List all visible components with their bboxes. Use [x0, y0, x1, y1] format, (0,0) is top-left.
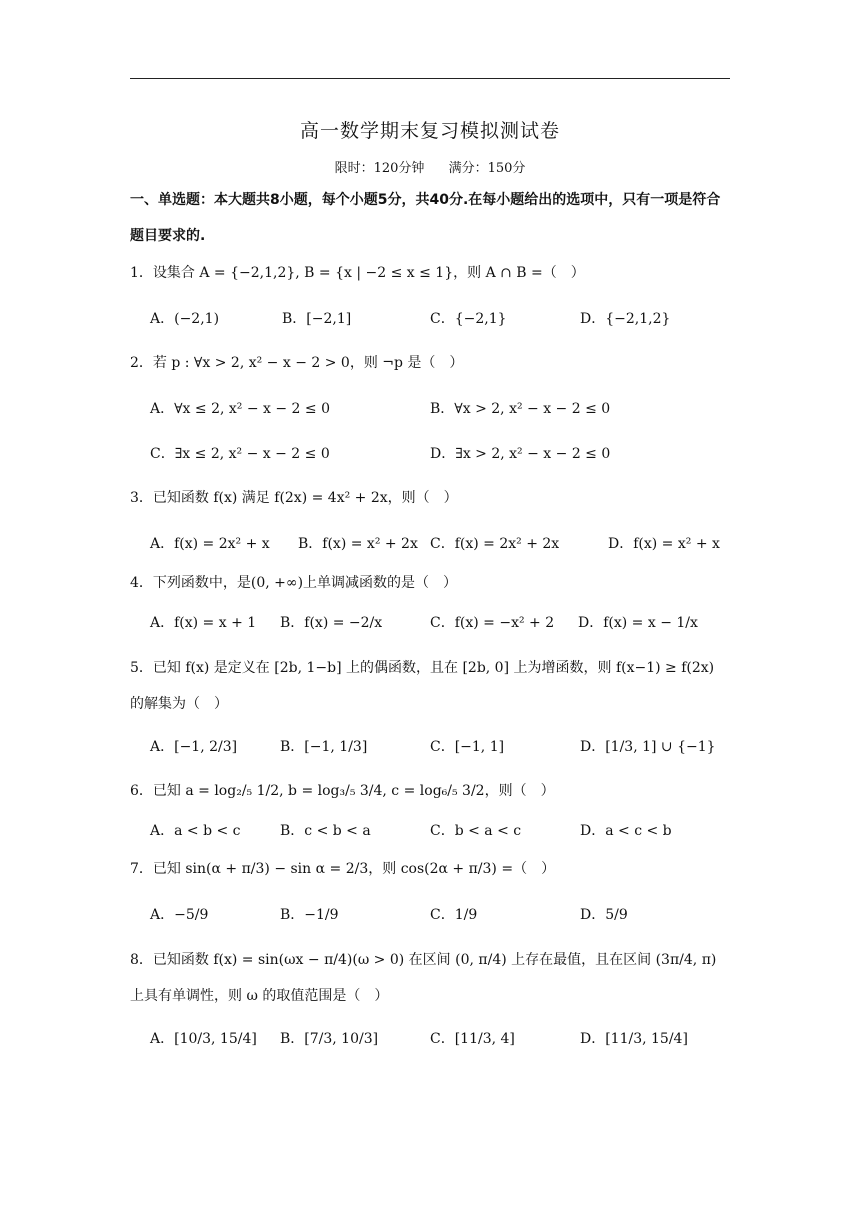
option-c: C．1/9 — [430, 907, 478, 923]
options-q7 — [150, 904, 730, 928]
option-d: D．[11/3, 15/4] — [580, 1031, 688, 1047]
option-d: D．a < c < b — [580, 823, 672, 839]
option-d: D．{−2,1,2} — [580, 311, 671, 327]
option-d: D．f(x) = x² + x — [608, 536, 720, 552]
options-q1 — [150, 308, 730, 332]
options-q4 — [150, 612, 730, 636]
time-limit: 限时：120分钟 — [334, 161, 425, 176]
page-title: 高一数学期末复习模拟测试卷 — [299, 120, 560, 142]
option-a: A．a < b < c — [150, 823, 241, 839]
options-q6 — [150, 820, 730, 844]
option-d: D．∃x > 2, x² − x − 2 ≤ 0 — [430, 446, 611, 462]
option-c: C．[11/3, 4] — [430, 1031, 515, 1047]
option-c: C．f(x) = 2x² + 2x — [430, 536, 560, 552]
options-q5 — [150, 736, 730, 760]
option-a: A．[10/3, 15/4] — [150, 1031, 257, 1047]
option-b: B．c < b < a — [280, 823, 371, 839]
question-5: 5．已知 f(x) 是定义在 [2b, 1−b] 上的偶函数，且在 [2b, 0] 上为增函数，则 f(x−1) ≥ f(2x) 的解集为（ ） — [130, 660, 715, 712]
option-a: A．[−1, 2/3] — [150, 739, 238, 755]
question-6: 6．已知 a = log₂/₅ 1/2, b = log₃/₅ 3/4, c = log₆/₅ 3/2，则（ ） — [130, 783, 555, 799]
option-d: D．[1/3, 1] ∪ {−1} — [580, 739, 716, 755]
options-q2-row1 — [150, 398, 730, 422]
options-q2-row2 — [150, 443, 730, 467]
question-4: 4．下列函数中，是(0, +∞)上单调减函数的是（ ） — [130, 575, 458, 591]
question-7: 7．已知 sin(α + π/3) − sin α = 2/3，则 cos(2α + π/3) =（ ） — [130, 861, 556, 877]
option-a: A．f(x) = x + 1 — [150, 615, 257, 631]
question-1: 1．设集合 A = {−2,1,2}, B = {x | −2 ≤ x ≤ 1}，则 A ∩ B =（ ） — [130, 265, 585, 281]
option-b: B．[7/3, 10/3] — [280, 1031, 379, 1047]
option-b: B．f(x) = −2/x — [280, 615, 383, 631]
options-q8 — [150, 1028, 730, 1052]
option-b: B．[−1, 1/3] — [280, 739, 368, 755]
question-3: 3．已知函数 f(x) 满足 f(2x) = 4x² + 2x，则（ ） — [130, 490, 458, 506]
option-c: C．[−1, 1] — [430, 739, 505, 755]
option-b: B．−1/9 — [280, 907, 339, 923]
option-a: A．∀x ≤ 2, x² − x − 2 ≤ 0 — [150, 401, 331, 417]
option-b: B．f(x) = x² + 2x — [298, 536, 418, 552]
option-b: B．∀x > 2, x² − x − 2 ≤ 0 — [430, 401, 611, 417]
option-d: D．f(x) = x − 1/x — [578, 615, 698, 631]
question-8: 8．已知函数 f(x) = sin(ωx − π/4)(ω > 0) 在区间 (0, π/4) 上存在最值，且在区间 (3π/4, π) 上具有单调性，则 ω 的取值范围是（ ） — [130, 952, 717, 1004]
option-c: C．∃x ≤ 2, x² − x − 2 ≤ 0 — [150, 446, 330, 462]
option-c: C．{−2,1} — [430, 311, 507, 327]
option-d: D．5/9 — [580, 907, 628, 923]
options-q3 — [150, 533, 730, 557]
header-rule — [130, 78, 730, 79]
question-2: 2．若 p : ∀x > 2, x² − x − 2 > 0，则 ¬p 是（ ） — [130, 355, 464, 371]
option-b: B．[−2,1] — [282, 311, 352, 327]
option-c: C．b < a < c — [430, 823, 522, 839]
section-heading: 一、单选题：本大题共8小题，每个小题5分，共40分.在每小题给出的选项中，只有一项是符合题目要求的. — [130, 192, 721, 244]
exam-info — [0, 157, 860, 176]
option-a: A．f(x) = 2x² + x — [150, 536, 270, 552]
option-a: A．(−2,1) — [150, 311, 220, 327]
full-score: 满分：150分 — [448, 161, 526, 176]
option-a: A．−5/9 — [150, 907, 209, 923]
option-c: C．f(x) = −x² + 2 — [430, 615, 555, 631]
